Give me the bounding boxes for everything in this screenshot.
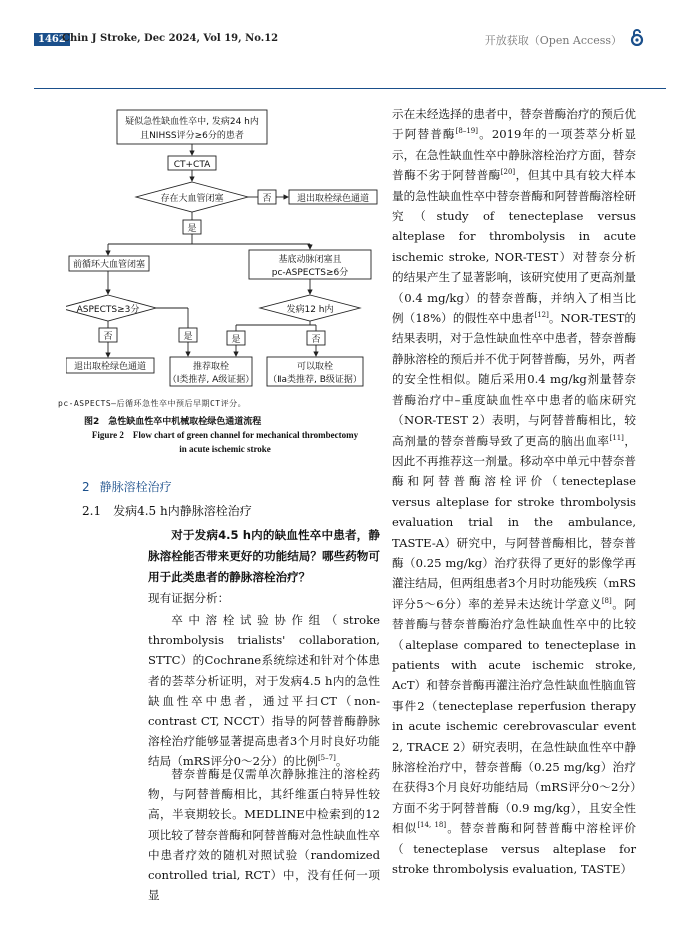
right-text-2: 。2019年的一项荟萃分析显示，在急性缺血性卒中静脉溶栓治疗方面，替奈普酶不劣于阿替普酶 [392,127,636,183]
open-access-icon [630,28,644,46]
evidence-label: 现有证据分析： [148,591,230,605]
citation: [14, 18] [417,821,447,830]
paragraph-right [392,104,636,879]
right-column [392,104,636,879]
right-text-3: ，但其中具有较大样本量的急性缺血性卒中替奈普酶和阿替普酶溶栓研究（study of tenecteplase versus alteplase for thrombolysis in acute ischemic stroke, NOR-TEST）对替奈分析的结果产生了显著影响，该研究使用了更高剂量（0.4 mg/kg）的替奈普酶，并纳入了相当比例（18%）的假性卒中患者 [392,168,636,326]
ct-label: CT+CTA [173,160,211,170]
paragraph-tenecteplase-text: 替奈普酶是仅需单次静脉推注的溶栓药物，与阿替普酶相比，其纤维蛋白特异性较高，半衰期较长。MEDLINE中检索到的12项比较了替奈普酶和阿替普酶对急性缺血性卒中患者疗效的随机对照试验（randomized controlled trial, RCT）中，没有任何一项显 [148,767,380,903]
decision-onset-label: 发病12 h内 [286,305,334,315]
recommend-line1: 推荐取栓 [192,362,230,372]
decision-lvo-label: 存在大血管闭塞 [160,194,224,204]
section-title: 静脉溶栓治疗 [99,480,172,494]
open-access-label: 开放获取（Open Access） [484,34,622,47]
key-question-text: 对于发病4.5 h内的缺血性卒中患者，静脉溶栓能否带来更好的功能结局？哪些药物可用于此类患者的静脉溶栓治疗？ [148,528,380,584]
citation: [20] [500,168,516,177]
basilar-line1: 基底动脉闭塞且 [278,255,342,265]
right-text-4: 。NOR-TEST的结果表明，对于急性缺血性卒中患者，替奈普酶静脉溶栓的预后并不优于阿替普酶，另外，两者的安全性相似。随后采用0.4 mg/kg剂量替奈普酶治疗中–重度缺血性卒中患者的临床研究（NOR-TEST 2）表明，与阿替普酶相比，较高剂量的替奈普酶导致了更高的脑出血率 [392,311,636,448]
citation: [11] [609,433,624,442]
citation: [12] [534,311,549,320]
right-text-6: 。阿替普酶与替奈普酶治疗急性缺血性卒中的比较（alteplase compared to tenecteplase in patients with acute ischemic stroke, AcT）和替奈普酶再灌注治疗急性缺血性脑血管事件2（tenecteplase reperfusion therapy in acute ischemic cerebrovascular event 2, TRACE 2）研究表明，在急性缺血性卒中静脉溶栓治疗中，替奈普酶（0.25 mg/kg）治疗在获得3个月良好功能结局（mRS评分0～2分）方面不劣于阿替普酶（0.9 mg/kg），且安全性相似 [392,596,636,836]
journal-citation: Chin J Stroke, Dec 2024, Vol 19, No.12 [62,33,279,44]
flowchart [66,100,384,400]
paragraph-sttc-end: 。 [335,754,348,769]
citation: [8] [601,596,612,605]
exit1-label: 退出取栓绿色通道 [296,194,370,204]
yes2-label: 是 [183,332,193,342]
section-heading [82,478,172,495]
header-rule [34,88,666,89]
figure-caption-en-line1: Figure 2 Flow chart of green channel for mechanical thrombectomy [91,430,359,440]
no2-label: 否 [103,332,113,342]
citation: [5–7] [317,754,336,763]
exit2-label: 退出取栓绿色通道 [73,362,147,372]
yes3-label: 是 [231,335,241,345]
anterior-label: 前循环大血管闭塞 [72,260,146,270]
recommend-line2: （Ⅰ类推荐, A级证据） [167,375,255,385]
figure-caption-en-line2: in acute ischemic stroke [179,444,271,454]
figure-caption-en [66,428,384,456]
key-question [148,525,380,588]
no3-label: 否 [311,335,321,345]
consider-line1: 可以取栓 [296,362,334,372]
paragraph-sttc-text: 卒中溶栓试验协作组（stroke thrombolysis trialists' collaboration, STTC）的Cochrane系统综述和针对个体患者的荟萃分析证明，对于发病4.5 h内的急性缺血性卒中患者，通过平扫CT（non-contrast CT, NCCT）指导的阿替普酶静脉溶栓治疗能够显著提高患者3个月时良好功能结局（mRS评分0～2分）的比例 [148,613,380,769]
paragraph-sttc [148,610,380,772]
page-number: 1462 [34,33,70,46]
consider-line2: （Ⅱa类推荐, B级证据） [268,375,362,385]
start-line2: 且NIHSS评分≥6分的患者 [140,131,244,141]
right-text-7: 。替奈普酶和阿替普酶中溶栓评价（tenecteplase versus alteplase for stroke thrombolysis evaluation, TASTE） [392,821,636,877]
figure-note: pc-ASPECTS—后循环急性卒中预后早期CT评分。 [58,399,247,408]
citation: [8–19] [455,127,478,136]
flowchart-svg [66,100,384,400]
page-header [0,0,700,90]
right-text-1: 示在未经选择的患者中，替奈普酶治疗的预后优于阿替普酶 [392,107,636,142]
start-line1: 疑似急性缺血性卒中, 发病24 h内 [125,117,259,127]
yes1-label: 是 [187,224,197,234]
decision-aspects-label: ASPECTS≥3分 [76,305,140,315]
paragraph-tenecteplase [148,764,380,905]
subsection-heading: 2.1 发病4.5 h内静脉溶栓治疗 [82,504,252,518]
right-text-5: ，因此不再推荐这一剂量。移动卒中单元中替奈普酶和阿替普酶溶栓评价（tenecteplase versus alteplase for stroke thrombolysis evaluation trial in the ambulance, TASTE-A）研究中，与阿替普酶相比，替奈普酶（0.25 mg/kg）治疗获得了更好的影像学再灌注结局，但两组患者3个月时功能残疾（mRS评分5～6分）率的差异未达统计学意义 [392,433,636,611]
no1-label: 否 [262,194,272,204]
basilar-line2: pc-ASPECTS≥6分 [271,268,349,278]
figure-caption-cn: 图2 急性缺血性卒中机械取栓绿色通道流程 [84,417,262,427]
section-number: 2 [82,480,90,494]
